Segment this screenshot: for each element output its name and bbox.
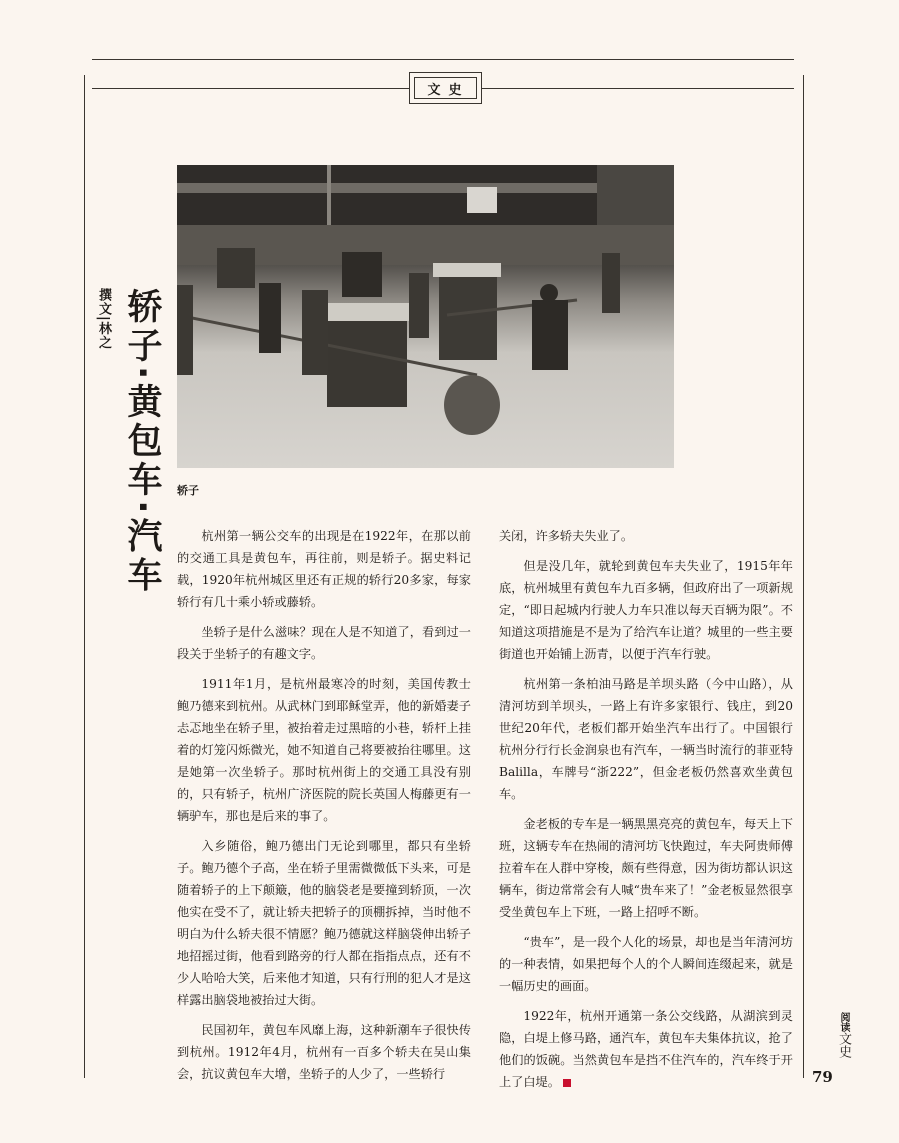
right-margin-rule <box>803 75 804 1078</box>
section-tag <box>409 72 482 104</box>
article-column-left <box>177 525 471 1093</box>
author-byline: 撰文|林之 <box>96 288 111 350</box>
paragraph: 杭州第一辆公交车的出现是在1922年，在那以前的交通工具是黄包车，再往前，则是轿子。据史料记载，1920年杭州城区里还有正规的轿行20多家，每家轿行有几十乘小轿或藤轿。 <box>177 529 471 609</box>
top-rule <box>92 59 794 60</box>
last-paragraph-text: 1922年，杭州开通第一条公交线路，从湖滨到灵隐，白堤上修马路，通汽车，黄包车夫集体抗议，抢了他们的饭碗。当然黄包车是挡不住汽车的，汽车终于开上了白堤。 <box>499 1009 793 1089</box>
magazine-small-label: 阅读 <box>838 1012 849 1032</box>
paragraph: 金老板的专车是一辆黑黑亮亮的黄包车，每天上下班，这辆专车在热闹的清河坊飞快跑过，车夫阿贵师傅拉着车在人群中穿梭，颇有些得意，因为街坊都认识这辆车，街边常常会有人喊“贵车来了！”金老板显然很享受坐黄包车上下班，一路上招呼不断。 <box>499 817 793 919</box>
paragraph: 但是没几年，就轮到黄包车夫失业了，1915年年底，杭州城里有黄包车九百多辆，但政府出了一项新规定，“即日起城内行驶人力车只准以每天百辆为限”。不知道这项措施是不是为了给汽车让道？城里的一些主要街道也开始铺上沥青，以便于汽车行驶。 <box>499 559 793 661</box>
magazine-name <box>815 1012 851 1058</box>
paragraph: 入乡随俗，鲍乃德出门无论到哪里，都只有坐轿子。鲍乃德个子高，坐在轿子里需微微低下头来，可是随着轿子的上下颠簸，他的脑袋老是要撞到轿顶，一次他实在受不了，就让轿夫把轿子的顶棚拆掉，当时他不明白为什么轿夫很不情愿？鲍乃德就这样脑袋伸出轿子地招摇过街，他看到路旁的行人都在指指点点，还有不少人哈哈大笑，后来他才知道，只有行刑的犯人才是这样露出脑袋地被抬过大街。 <box>177 839 471 1007</box>
left-margin-rule <box>84 75 85 1078</box>
photo-illustration <box>177 165 674 468</box>
paragraph: “贵车”，是一段个人化的场景，却也是当年清河坊的一种表情，如果把每个人的个人瞬间连缀起来，就是一幅历史的画面。 <box>499 935 793 993</box>
magazine-main-label: 文史 <box>836 1032 851 1058</box>
article-title: 轿子·黄包车·汽车 <box>122 288 162 596</box>
paragraph: 坐轿子是什么滋味？现在人是不知道了，看到过一段关于坐轿子的有趣文字。 <box>177 625 471 661</box>
paragraph: 民国初年，黄包车风靡上海，这种新潮车子很快传到杭州。1912年4月，杭州有一百多个轿夫在吴山集会，抗议黄包车大增，坐轿子的人少了，一些轿行 <box>177 1023 471 1081</box>
sedan-chair-photo <box>177 165 674 468</box>
section-label: 文史 <box>414 77 477 99</box>
last-paragraph <box>499 1005 793 1093</box>
paragraph: 杭州第一条柏油马路是羊坝头路（今中山路），从清河坊到羊坝头，一路上有许多家银行、钱庄，到20世纪20年代，老板们都开始坐汽车出行了。中国银行杭州分行行长金润泉也有汽车，一辆当时流行的菲亚特Balilla，车牌号“浙222”，但金老板仍然喜欢坐黄包车。 <box>499 677 793 801</box>
paragraph: 1911年1月，是杭州最寒冷的时刻，美国传教士鲍乃德来到杭州。从武林门到耶稣堂弄，他的新婚妻子忐忑地坐在轿子里，被抬着走过黑暗的小巷，轿杆上挂着的灯笼闪烁微光，她不知道自己将要被抬往哪里。这是她第一次坐轿子。那时杭州街上的交通工具没有别的，只有轿子，杭州广济医院的院长英国人梅藤更有一辆驴车，那也是后来的事了。 <box>177 677 471 823</box>
paragraph: 关闭，许多轿夫失业了。 <box>499 529 634 543</box>
end-mark-icon <box>563 1079 571 1087</box>
page-number: 79 <box>812 1068 833 1086</box>
photo-caption: 轿子 <box>177 484 199 497</box>
article-column-right <box>499 525 793 1101</box>
